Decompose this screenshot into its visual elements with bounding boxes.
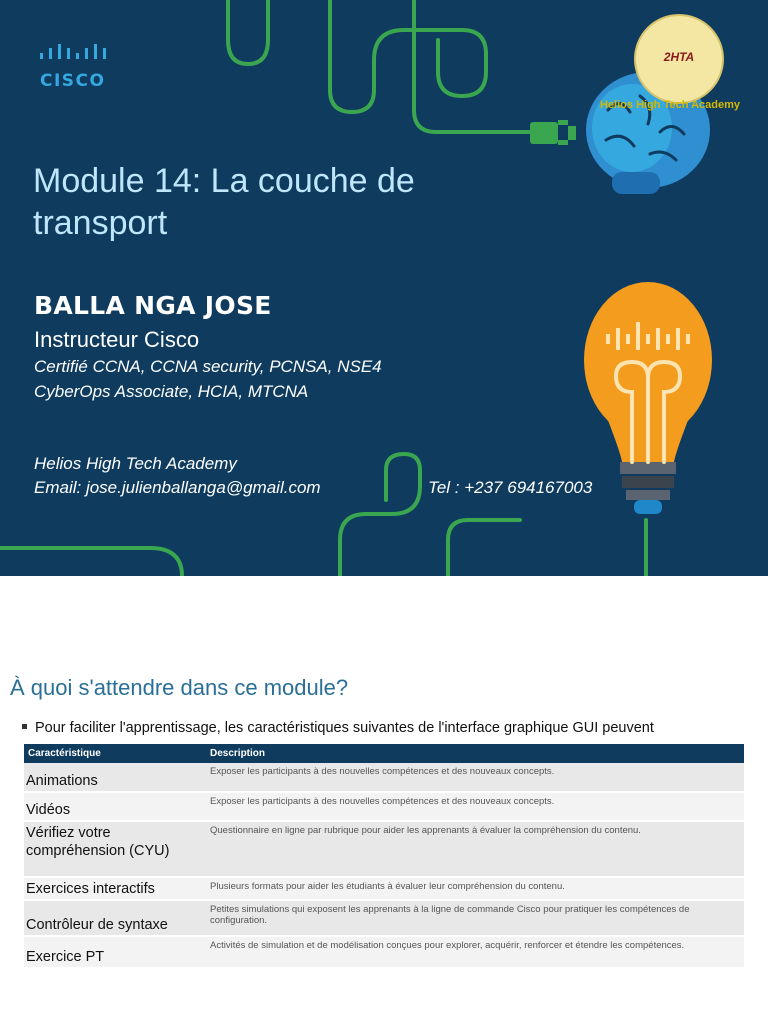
- feature-name: Exercices interactifs: [24, 877, 206, 900]
- header-description: Description: [206, 744, 744, 763]
- feature-description: Activités de simulation et de modélisation conçues pour explorer, acquérir, renforcer et étendre les compétences.: [206, 936, 744, 968]
- feature-name: Exercice PT: [24, 936, 206, 968]
- badge-text: 2HTA: [663, 50, 695, 64]
- features-table: [24, 744, 744, 969]
- module-title: Module 14: La couche de transport: [33, 162, 415, 242]
- table-row: [24, 936, 744, 968]
- presenter-role: Instructeur Cisco: [34, 327, 200, 352]
- overview-slide: [0, 576, 768, 1024]
- feature-description: Questionnaire en ligne par rubrique pour aider les apprenants à évaluer la compréhension du contenu.: [206, 821, 744, 877]
- badge-caption: Helios High Tech Academy: [600, 99, 740, 111]
- header-feature: Caractéristique: [24, 744, 206, 763]
- feature-description: Exposer les participants à des nouvelles compétences et des nouveaux concepts.: [206, 763, 744, 792]
- feature-name: Contrôleur de syntaxe: [24, 900, 206, 936]
- table-row: [24, 900, 744, 936]
- presenter-name: BALLA NGA JOSE: [34, 291, 272, 320]
- cisco-logo: [40, 44, 110, 91]
- cisco-bars-icon: [40, 44, 110, 64]
- contact-phone: Tel : +237 694167003: [428, 478, 593, 497]
- light-bulb-icon: [584, 282, 712, 514]
- feature-description: Exposer les participants à des nouvelles compétences et des nouveaux concepts.: [206, 792, 744, 821]
- feature-name: Vérifiez votre compréhension (CYU): [24, 821, 206, 877]
- table-row: [24, 792, 744, 821]
- table-row: [24, 877, 744, 900]
- plug-icon: [530, 120, 576, 145]
- feature-name: Animations: [24, 763, 206, 792]
- table-header-row: [24, 744, 744, 763]
- feature-name: Vidéos: [24, 792, 206, 821]
- overview-title: À quoi s'attendre dans ce module?: [10, 675, 349, 700]
- contact-email[interactable]: Email: jose.julienballanga@gmail.com: [34, 478, 321, 497]
- bullet-icon: [22, 724, 27, 729]
- feature-description: Plusieurs formats pour aider les étudiants à évaluer leur compréhension du contenu.: [206, 877, 744, 900]
- intro-bullet: [22, 720, 762, 740]
- certifications-line-2: CyberOps Associate, HCIA, MTCNA: [34, 382, 309, 401]
- table-row: [24, 821, 744, 877]
- feature-description: Petites simulations qui exposent les apprenants à la ligne de commande Cisco pour pratiquer les compétences de configuration.: [206, 900, 744, 936]
- academy-badge-logo: [634, 14, 724, 104]
- organization-name: Helios High Tech Academy: [34, 454, 237, 473]
- cisco-wordmark: CISCO: [40, 71, 106, 91]
- certifications-line-1: Certifié CCNA, CCNA security, PCNSA, NSE4: [34, 357, 382, 376]
- intro-bullet-text: Pour faciliter l'apprentissage, les caractéristiques suivantes de l'interface graphique GUI peuvent: [35, 720, 654, 736]
- table-row: [24, 763, 744, 792]
